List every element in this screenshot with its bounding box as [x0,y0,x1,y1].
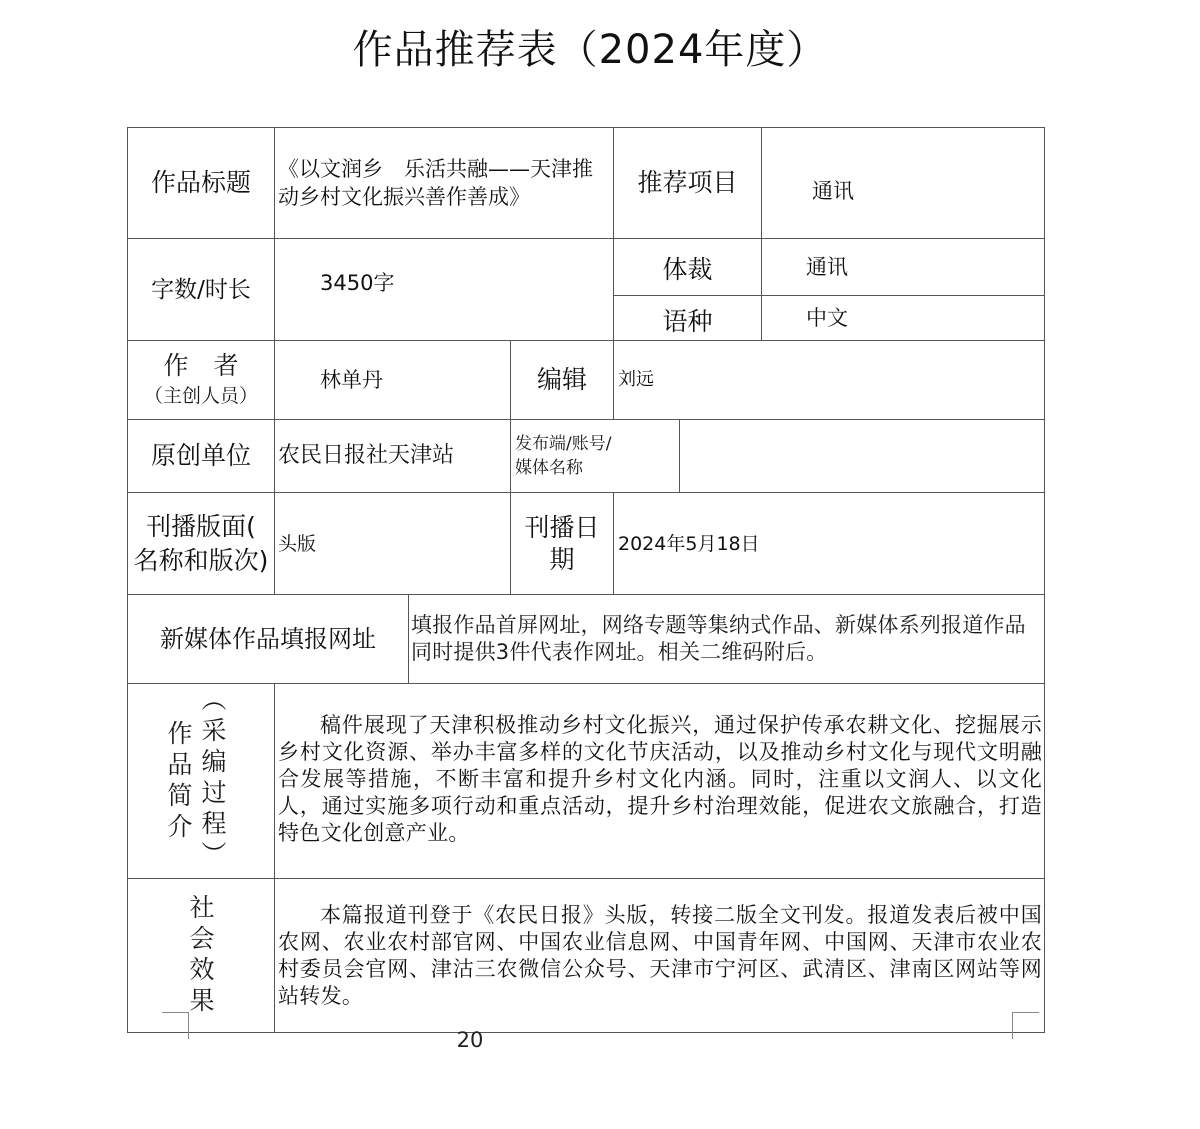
page-title: 作品推荐表（2024年度） [352,27,828,73]
value-broadcast-date: 2024年5月18日 [618,532,760,555]
label-recommend-item: 推荐项目 [637,168,738,197]
label-broadcast-date: 刊播日 期 [524,512,600,574]
label-author-line1: 作 者 [163,351,239,380]
value-editor: 刘远 [618,369,654,390]
value-genre: 通讯 [806,255,848,279]
label-word-count: 字数/时长 [151,276,251,303]
value-author: 林单丹 [320,368,383,392]
label-original-unit: 原创单位 [150,441,251,470]
label-broadcast-page: 刊播版面( 名称和版次) [133,511,269,575]
label-publish-account: 发布端/账号/ 媒体名称 [515,434,612,478]
value-work-title: 《以文润乡 乐活共融——天津推动乡村文化振兴善作善成》 [278,157,593,209]
label-summary-paren: ︵ 采 编 过 程 ︶ [201,685,227,869]
social-effect-text: 本篇报道刊登于《农民日报》头版，转接二版全文刊发。报道发表后被中国农网、农业农村部官网、中国农业信息网、中国青年网、中国网、天津市农业农村委员会官网、津沽三农微信公众号、天津市宁河区、武清区、津南区网站等网站转发。 [278,903,1042,1008]
label-work-title: 作品标题 [150,168,251,197]
summary-text: 稿件展现了天津积极推动乡村文化振兴，通过保护传承农耕文化、挖掘展示乡村文化资源、举办丰富多样的文化节庆活动，以及推动乡村文化与现代文明融合发展等措施，不断丰富和提升乡村文化内涵。同时，注重以文润人、以文化人，通过实施多项行动和重点活动，提升乡村治理效能，促进农文旅融合，打造特色文化创意产业。 [278,713,1042,845]
value-new-media-url [411,595,1041,683]
new-media-url-text: 填报作品首屏网址，网络专题等集纳式作品、新媒体系列报道作品同时提供3件代表作网址。相关二维码附后。 [411,613,1026,664]
value-language: 中文 [806,306,848,330]
label-summary-main: 作 品 简 介 [167,719,193,841]
label-social-effect: 社 会 效 果 [189,893,215,1015]
value-original-unit: 农民日报社天津站 [278,443,455,468]
label-new-media-url: 新媒体作品填报网址 [160,625,376,653]
value-summary [278,712,1042,872]
label-language: 语种 [662,307,713,336]
value-word-count: 3450字 [320,271,395,295]
value-broadcast-page: 头版 [278,532,317,555]
corner-mark-right [1012,1012,1039,1039]
value-social-effect [278,902,1042,1022]
page-number: 20 [456,1028,484,1052]
label-author-line2: （主创人员） [143,385,258,407]
label-editor: 编辑 [536,365,587,394]
value-recommend-item: 通讯 [812,179,854,203]
value-publish-account [684,420,1040,492]
label-author [128,341,274,419]
corner-mark-left [162,1012,189,1039]
label-summary [160,685,242,870]
label-genre: 体裁 [662,255,713,284]
